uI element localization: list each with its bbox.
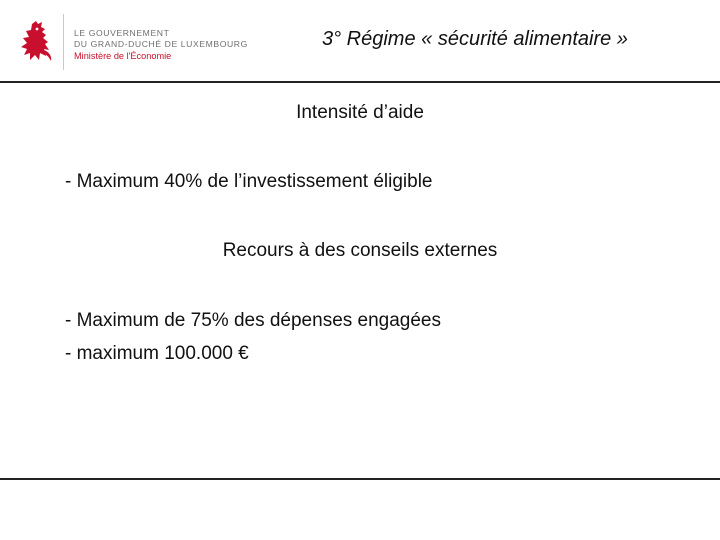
bullet-item: - Maximum 40% de l’investissement éligible bbox=[65, 171, 433, 192]
red-lion-icon bbox=[18, 20, 58, 64]
bottom-divider bbox=[0, 478, 720, 480]
bullet-item: - Maximum de 75% des dépenses engagées bbox=[65, 310, 442, 331]
government-logo bbox=[18, 14, 258, 72]
logo-divider bbox=[63, 14, 64, 70]
logo-text-line-1: LE GOUVERNEMENT bbox=[74, 28, 170, 38]
slide-title: 3° Régime « sécurité alimentaire » bbox=[322, 28, 628, 50]
section-heading-external-advice: Recours à des conseils externes bbox=[222, 240, 498, 261]
section-heading-aid-intensity: Intensité d’aide bbox=[296, 102, 424, 123]
logo-text-line-2: DU GRAND-DUCHÉ DE LUXEMBOURG bbox=[74, 39, 248, 49]
top-divider bbox=[0, 81, 720, 83]
logo-text-ministry: Ministère de l'Économie bbox=[74, 51, 172, 61]
bullet-item: - maximum 100.000 € bbox=[65, 343, 249, 364]
